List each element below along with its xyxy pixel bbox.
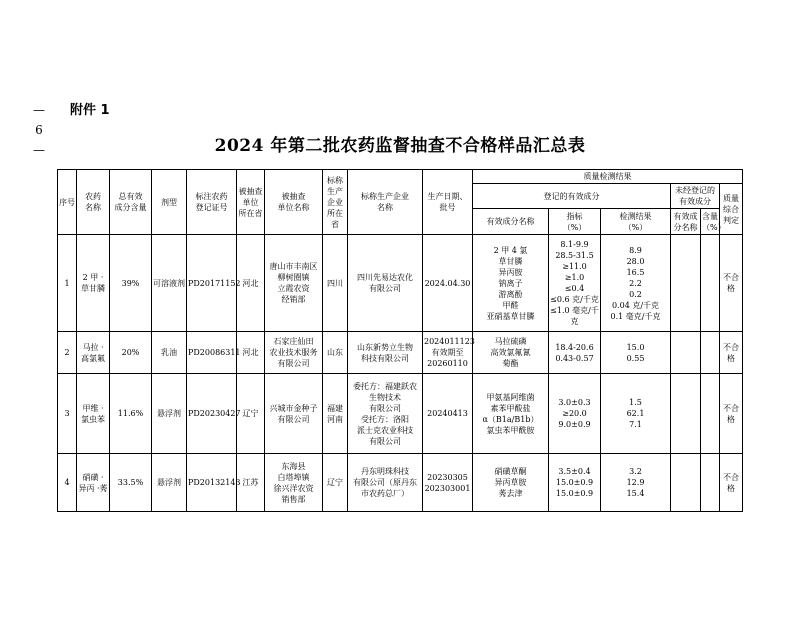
cell-unit: 唐山市丰南区 柳树圈镇 立霞农资 经销部 — [265, 235, 323, 332]
cell-unreg-name — [671, 454, 701, 512]
header-test-result: 检测结果 （%） — [601, 209, 671, 235]
cell-content: 33.5% — [110, 454, 152, 512]
cell-pesticide: 甲维 · 氯虫苯 — [77, 374, 110, 454]
cell-index: 8.1-9.9 28.5-31.5 ≥11.0 ≥1.0 ≤0.4 ≤0.6 克/千克 ≤1.0 毫克/千克 — [549, 235, 601, 332]
header-unregistered-ingredients: 未经登记的 有效成分 — [671, 184, 720, 209]
document-title: 2024 年第二批农药监督抽查不合格样品汇总表 — [214, 136, 586, 156]
table-row — [58, 454, 743, 512]
header-formulation: 剂型 — [152, 170, 187, 235]
cell-result: 8.9 28.0 16.5 2.2 0.2 0.04 克/千克 0.1 毫克/千克 — [601, 235, 671, 332]
side-dash-bottom: — — [33, 143, 45, 157]
header-unregistered-name: 有效成 分名称 — [671, 209, 701, 235]
cell-date: 2024011123 有效期至 20260110 — [423, 332, 473, 374]
cell-seq: 4 — [58, 454, 77, 512]
cell-manufacturer: 委托方：福建跃农 生物技术 有限公司 受托方：洛阳 派士克农业科技 有限公司 — [348, 374, 423, 454]
header-registered-ingredients: 登记的有效成分 — [473, 184, 671, 209]
cell-ingredients: 甲氨基阿维菌 素苯甲酸盐 α（B1a/B1b） 氯虫苯甲酰胺 — [473, 374, 549, 454]
cell-unit: 东海县 白塔埠镇 徐兴洋农资 销售部 — [265, 454, 323, 512]
cell-unreg-name — [671, 374, 701, 454]
cell-date: 20240413 — [423, 374, 473, 454]
cell-province: 辽宁 — [237, 374, 265, 454]
side-page-number: 6 — [35, 123, 43, 137]
attachment-label: 附件 1 — [70, 103, 110, 118]
cell-ingredients: 2 甲 4 氯 草甘膦 异丙胺 钠离子 游离酚 甲醛 亚硝基草甘膦 — [473, 235, 549, 332]
cell-index: 3.0±0.3 ≥20.0 9.0±0.9 — [549, 374, 601, 454]
summary-table — [57, 169, 743, 512]
table-row — [58, 235, 743, 332]
header-quality-results: 质量检测结果 — [473, 170, 743, 184]
cell-result: 3.2 12.9 15.4 — [601, 454, 671, 512]
cell-form: 悬浮剂 — [152, 374, 187, 454]
cell-seq: 2 — [58, 332, 77, 374]
cell-date: 20230305 202303001 — [423, 454, 473, 512]
cell-reg-no: PD20086311 — [187, 332, 237, 374]
cell-unreg-content — [701, 374, 720, 454]
cell-unreg-name — [671, 235, 701, 332]
cell-unreg-name — [671, 332, 701, 374]
cell-content: 20% — [110, 332, 152, 374]
cell-form: 可溶液剂 — [152, 235, 187, 332]
cell-seq: 1 — [58, 235, 77, 332]
cell-seq: 3 — [58, 374, 77, 454]
header-index: 指标 （%） — [549, 209, 601, 235]
header-manufacturer-province: 标称 生产 企业 所在省 — [323, 170, 348, 235]
cell-unit: 石家庄仙田 农业技术服务 有限公司 — [265, 332, 323, 374]
cell-province: 河北 — [237, 332, 265, 374]
table-row — [58, 374, 743, 454]
cell-unreg-content — [701, 235, 720, 332]
header-manufacturer-name: 标称生产企业 名称 — [348, 170, 423, 235]
cell-pesticide: 马拉 · 高氯氟 — [77, 332, 110, 374]
cell-reg-no: PD20132143 — [187, 454, 237, 512]
cell-judgment: 不合格 — [720, 374, 743, 454]
cell-manufacturer: 丹东明珠科技 有限公司（原丹东 市农药总厂） — [348, 454, 423, 512]
cell-province: 河北 — [237, 235, 265, 332]
cell-judgment: 不合格 — [720, 332, 743, 374]
header-total-content: 总有效 成分含量 — [110, 170, 152, 235]
cell-result: 15.0 0.55 — [601, 332, 671, 374]
cell-form: 乳油 — [152, 332, 187, 374]
cell-content: 11.6% — [110, 374, 152, 454]
cell-index: 18.4-20.6 0.43-0.57 — [549, 332, 601, 374]
cell-unreg-content — [701, 332, 720, 374]
header-unregistered-content: 含量 （%） — [701, 209, 720, 235]
cell-reg-no: PD20171152 — [187, 235, 237, 332]
cell-manufacturer: 山东新势立生物 科技有限公司 — [348, 332, 423, 374]
cell-mfr-province: 山东 — [323, 332, 348, 374]
header-sampled-province: 被抽查 单位 所在省 — [237, 170, 265, 235]
header-sampled-unit: 被抽查 单位名称 — [265, 170, 323, 235]
cell-index: 3.5±0.4 15.0±0.9 15.0±0.9 — [549, 454, 601, 512]
cell-result: 1.5 62.1 7.1 — [601, 374, 671, 454]
cell-date: 2024.04.30 — [423, 235, 473, 332]
cell-pesticide: 硝磺 · 异丙 ·莠 — [77, 454, 110, 512]
cell-content: 39% — [110, 235, 152, 332]
cell-mfr-province: 辽宁 — [323, 454, 348, 512]
cell-judgment: 不合格 — [720, 454, 743, 512]
header-registration-no: 标注农药 登记证号 — [187, 170, 237, 235]
cell-ingredients: 硝磺草酮 异丙草胺 莠去津 — [473, 454, 549, 512]
cell-unreg-content — [701, 454, 720, 512]
header-pesticide-name: 农药 名称 — [77, 170, 110, 235]
cell-unit: 兴城市金种子 有限公司 — [265, 374, 323, 454]
cell-province: 江苏 — [237, 454, 265, 512]
cell-mfr-province: 福建 河南 — [323, 374, 348, 454]
cell-pesticide: 2 甲 · 草甘膦 — [77, 235, 110, 332]
header-seq: 序号 — [58, 170, 77, 235]
cell-ingredients: 马拉硫磷 高效氯氟氰 菊酯 — [473, 332, 549, 374]
cell-manufacturer: 四川先易达农化 有限公司 — [348, 235, 423, 332]
cell-reg-no: PD20230427 — [187, 374, 237, 454]
header-ingredient-name: 有效成分名称 — [473, 209, 549, 235]
side-dash-top: — — [33, 103, 45, 117]
cell-form: 悬浮剂 — [152, 454, 187, 512]
header-judgment: 质量 综合 判定 — [720, 184, 743, 235]
header-production-date: 生产日期、 批号 — [423, 170, 473, 235]
table-row — [58, 332, 743, 374]
cell-judgment: 不合格 — [720, 235, 743, 332]
cell-mfr-province: 四川 — [323, 235, 348, 332]
